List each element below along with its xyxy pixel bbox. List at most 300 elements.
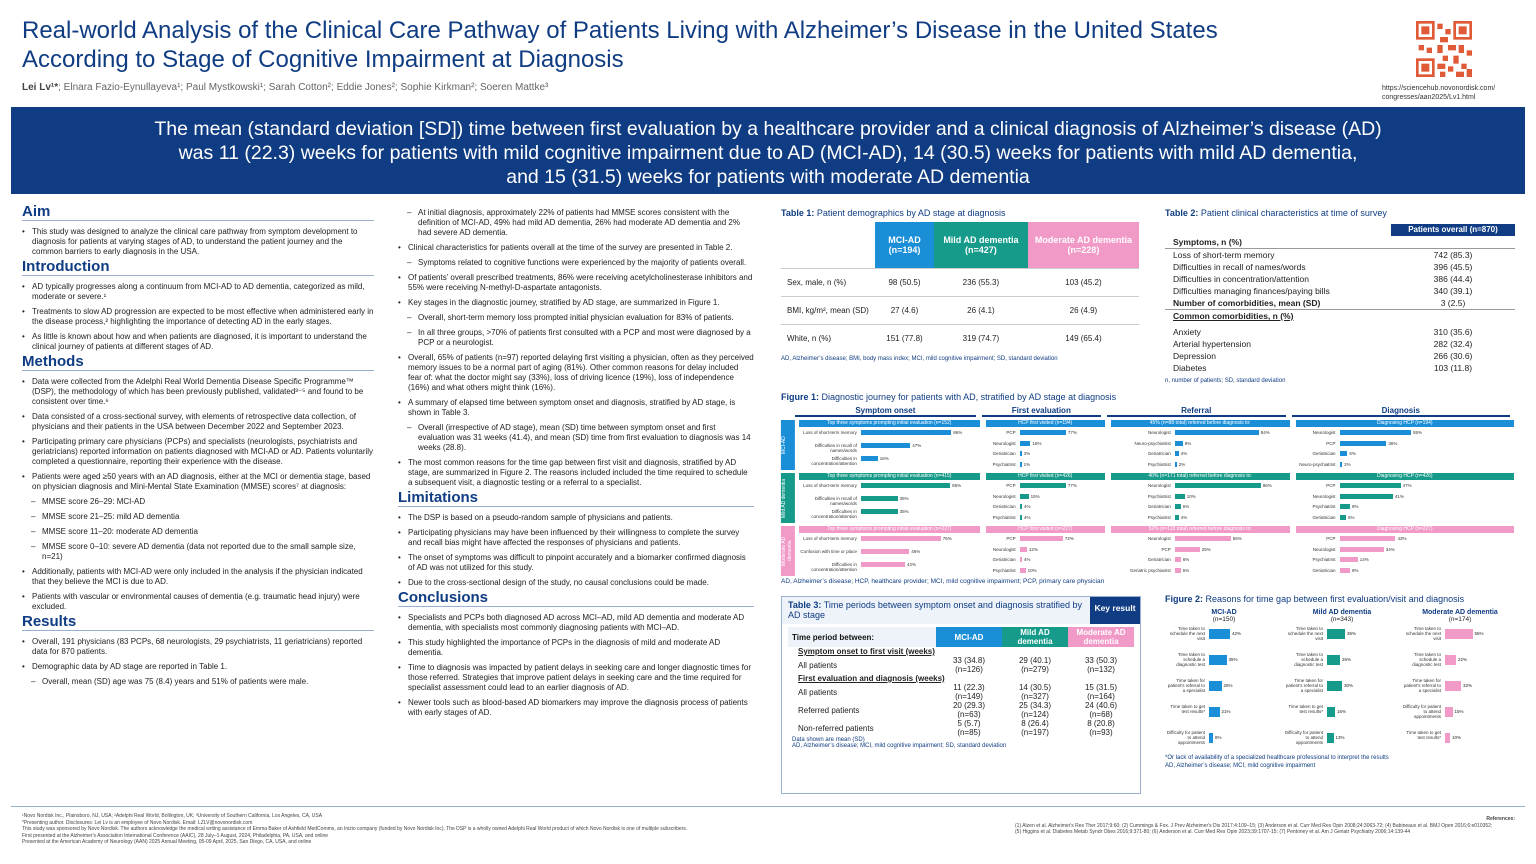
table-1-col-moderate: Moderate AD dementia (n=228)	[1028, 222, 1139, 268]
bar-label: Time taken to get test results*	[1170, 704, 1205, 714]
bar	[1327, 629, 1345, 639]
table-2-label: Table 2:	[1165, 208, 1199, 218]
bar-row	[1111, 544, 1290, 555]
bar-value: 35%	[899, 509, 909, 514]
bar-row	[1111, 533, 1290, 544]
bar-label: Neurologist	[1148, 536, 1171, 541]
aim-item: • This study was designed to analyze the clinical care pathway from symptom development to diagnosis for patients at varying stages of AD, to understand the patient journey and the common barriers to early diagnosis in the USA.	[22, 227, 374, 257]
table-row	[788, 719, 1134, 737]
bar	[861, 562, 905, 567]
table-row	[781, 268, 1139, 296]
bar	[861, 443, 910, 448]
table-2-col-overall: Patients overall (n=870)	[1391, 224, 1515, 236]
conclusions-item: • Newer tools such as blood-based AD biomarkers may improve the diagnosis process of patients with early stages of AD.	[398, 698, 754, 718]
bar-value: 46%	[911, 549, 921, 554]
bar-value: 16%	[1337, 709, 1347, 714]
bar-value: 8%	[1215, 735, 1222, 740]
band-stage-label: Mild AD dementia	[781, 473, 795, 523]
bar-row	[1401, 701, 1519, 727]
figure-2-panel	[1283, 609, 1401, 753]
bar-value: 2%	[1178, 461, 1186, 467]
bar-value: 86%	[1262, 483, 1272, 488]
table-3-grid	[788, 627, 1134, 737]
methods-item: • Data were collected from the Adelphi Real World Dementia Disease Specific Programme™ (DSP), the methodology of which has been previously published, validated³⁻⁵ and found to be consistent over time.⁶	[22, 377, 374, 407]
bar-row	[1283, 727, 1401, 753]
bar-label: Psychiatrist	[992, 461, 1016, 467]
bar-value: 72%	[1064, 536, 1074, 541]
limitations-heading: Limitations	[398, 493, 754, 507]
bar-row	[1296, 448, 1514, 459]
bar-row	[1283, 675, 1401, 701]
table-3-caption	[782, 597, 1090, 624]
bar-row	[1111, 480, 1290, 491]
cell: 340 (39.1)	[1433, 286, 1473, 296]
methods-item: • Additionally, patients with MCI-AD were only included in the analysis if the physician indicated that they believe the MCI is due to AD.	[22, 567, 374, 587]
figure-1-panel-referral	[1111, 473, 1290, 523]
bar-value: 35%	[899, 496, 909, 501]
bar-label: Difficulty for patient to attend appointments	[1402, 704, 1441, 719]
bar-label: Neurologist	[992, 493, 1016, 499]
figure-1-panel-onset	[799, 420, 980, 470]
figure-1-column-heads	[795, 406, 1516, 417]
results-item: • The most common reasons for the time gap between first visit and diagnosis, stratified by AD stage, are summarized in Figure 2. The reasons included included the time required to schedule a subsequent visit, a diagnostic testing or a referral to a specialist.	[398, 458, 754, 488]
bar-label: Psychiatrist	[1147, 493, 1171, 499]
bar-row	[1165, 675, 1283, 701]
bar	[1340, 483, 1401, 488]
banner-line-2: was 11 (22.3) weeks for patients with mild cognitive impairment due to AD (MCI-AD), 14 (30.5) weeks for patients with mild AD dementia,	[178, 142, 1358, 164]
bar	[861, 536, 941, 541]
bar-value: 2%	[1344, 461, 1351, 467]
methods-sub-item: – MMSE score 11–20: moderate AD dementia	[22, 527, 374, 537]
bar-label: Geriatrician	[1147, 557, 1171, 562]
bar-value: 6%	[1182, 557, 1190, 562]
results-item: • Clinical characteristics for patients overall at the time of the survey are presented in Table 2.	[398, 243, 754, 253]
table-row	[788, 683, 1134, 701]
limitations-item: • The onset of symptoms was difficult to pinpoint accurately and a biomarker confirmed diagnosis of AD was not utilized for this study.	[398, 553, 754, 573]
cell: 11 (22.3) (n=149)	[953, 683, 985, 701]
cell: 282 (32.4)	[1433, 339, 1473, 349]
bar-label: Difficulties in concentration/attention	[811, 509, 857, 519]
table-3-col-moderate: Moderate AD dementia	[1068, 627, 1134, 647]
methods-item: • Participating primary care physicians (PCPs) and specialists (neurologists, psychiatrists and geriatricians) reported information on patients diagnosed with MCI-AD or AD. Patients voluntarily completed a questionnaire, reporting their experience with the disease.	[22, 437, 374, 467]
bar	[1175, 504, 1181, 509]
bar-value: 13%	[1335, 735, 1345, 740]
band-stage-label: MCI-AD	[781, 420, 795, 470]
bar-value: 76%	[942, 536, 952, 541]
bar-row	[1111, 427, 1290, 438]
bar-row	[799, 546, 980, 559]
bar-value: 25%	[1223, 683, 1233, 688]
bar-row	[1283, 649, 1401, 675]
table-row	[781, 324, 1139, 352]
title-line-1: Real-world Analysis of the Clinical Care Pathway of Patients Living with Alzheimer’s Disease in the United States	[22, 17, 1218, 44]
bar-row	[986, 459, 1105, 470]
introduction-heading: Introduction	[22, 262, 374, 276]
table-row	[1165, 236, 1515, 249]
bar-value: 77%	[1067, 483, 1077, 488]
bar-row	[1111, 438, 1290, 449]
cell: 24 (40.6) (n=68)	[1084, 701, 1118, 719]
figure-1-title: Diagnostic journey for patients with AD, stratified by AD stage at diagnosis	[821, 392, 1117, 402]
panel-title: 52% (n=118 total) referred before diagnosis to:	[1111, 526, 1290, 533]
footer-divider	[11, 806, 1525, 807]
introduction-list	[22, 282, 374, 352]
references	[1015, 816, 1515, 836]
bar-row	[799, 533, 980, 546]
row-label: Depression	[1173, 351, 1216, 361]
methods-sub-item: – MMSE score 21–25: mild AD dementia	[22, 512, 374, 522]
qr-url[interactable]	[1382, 84, 1502, 102]
table-row	[1165, 310, 1515, 322]
bar	[1327, 733, 1334, 743]
bar	[1175, 568, 1181, 573]
bar	[1020, 430, 1066, 435]
band-stage-label: Moderate AD dementia	[781, 526, 795, 576]
table-row	[1165, 285, 1515, 297]
table-row	[788, 701, 1134, 719]
row-label: Diabetes	[1173, 363, 1207, 373]
table-1-caption	[781, 208, 1139, 218]
figure-2-footnote-1: *Or lack of availability of a specialized healthcare professional to interpret the results	[1165, 755, 1389, 761]
bar-value: 47%	[1402, 483, 1412, 488]
cell: 20 (29.3) (n=63)	[952, 701, 986, 719]
row-label: All patients	[798, 687, 838, 697]
column-1	[22, 205, 374, 692]
figure-1-band	[781, 526, 1516, 576]
table-row	[1165, 273, 1515, 285]
figure-1-panel-diagnosis	[1296, 473, 1514, 523]
bar-label: Psychiatrist	[1312, 557, 1336, 562]
row-label: Non-referred patients	[798, 723, 874, 733]
table-1-footnote: AD, Alzheimer’s disease; BMI, body mass index; MCI, mild cognitive impairment; SD, standard deviation	[781, 356, 1058, 362]
bar	[1340, 568, 1350, 573]
figure-1-label: Figure 1:	[781, 392, 820, 402]
panel-title: Diagnosing HCP (n=426)	[1296, 473, 1514, 480]
bar-label: PCP	[1161, 546, 1171, 552]
bar	[1020, 515, 1022, 520]
bar-row	[986, 438, 1105, 449]
cell: 103 (11.8)	[1433, 363, 1473, 373]
title-line-2: According to Stage of Cognitive Impairment at Diagnosis	[22, 46, 624, 73]
table-1-title: Patient demographics by AD stage at diagnosis	[816, 208, 1006, 218]
bar	[1175, 515, 1179, 520]
methods-item: • Patients were aged ≥50 years with an AD diagnosis, either at the MCI or dementia stage, based on physician diagnosis and Mini-Mental State Examination (MMSE) scores⁷ at diagnosis:	[22, 472, 374, 492]
panel-title: 45% (n=88 total) referred before diagnosis to:	[1111, 420, 1290, 427]
cell: 310 (35.6)	[1433, 327, 1473, 337]
bar	[1020, 547, 1027, 552]
bar-label: Psychiatrist	[992, 514, 1016, 520]
methods-heading: Methods	[22, 357, 374, 371]
bar	[1327, 655, 1340, 665]
panel-title: HCP first visited (n=227)	[986, 526, 1105, 533]
bar-row	[1165, 649, 1283, 675]
key-result-badge: Key result	[1090, 597, 1140, 624]
section-label: First evaluation and diagnosis (weeks)	[798, 674, 945, 683]
bar-value: 12%	[1028, 546, 1038, 552]
limitations-item: • Due to the cross-sectional design of the study, no causal conclusions could be made.	[398, 578, 754, 588]
bar-value: 8%	[1351, 567, 1359, 573]
bar-value: 5%	[1348, 514, 1355, 520]
figure-1-panel-onset	[799, 526, 980, 576]
section-label: Common comorbidities, n (%)	[1173, 311, 1294, 321]
banner-line-3: and 15 (31.5) weeks for patients with moderate AD dementia	[506, 166, 1030, 188]
row-label: Sex, male, n (%)	[781, 268, 875, 296]
bar-label: Difficulty for patient to attend appointments	[1166, 730, 1205, 745]
bar-label: Time taken for patient's referral to a specialist	[1403, 678, 1441, 693]
row-label: Referred patients	[798, 705, 860, 715]
bar-value: 86%	[953, 430, 963, 435]
table-2-footnote: n, number of patients; SD, standard deviation	[1165, 378, 1286, 384]
cell: 33 (34.8) (n=126)	[952, 656, 986, 674]
bar-label: Neurologist	[1148, 483, 1171, 488]
results-item: • Demographic data by AD stage are reported in Table 1.	[22, 662, 374, 672]
bar-label: PCP	[1006, 483, 1016, 488]
bar-label: Neurologist	[1312, 546, 1336, 552]
bar-row	[799, 427, 980, 440]
bar-row	[799, 559, 980, 572]
affiliations: ¹Novo Nordisk Inc., Plainsboro, NJ, USA; ²Adelphi Real World, Bollington, UK; ³University of Southern California, Los Angeles, CA, USA	[22, 813, 323, 819]
bar-value: 3%	[1023, 451, 1031, 456]
row-label: Loss of short-term memory	[1173, 250, 1275, 260]
bar	[1020, 536, 1063, 541]
table-3-col-mci: MCI-AD	[936, 627, 1002, 647]
bar-row	[1111, 565, 1290, 576]
bar-value: 21%	[1221, 709, 1231, 714]
bar-row	[1111, 554, 1290, 565]
panel-title: Top three symptoms prompting initial evaluation (n=415)	[799, 473, 980, 480]
table-3-footnote-1: Data shown are mean (SD)	[792, 737, 865, 743]
row-label: Difficulties in concentration/attention	[1173, 274, 1309, 284]
row-label: Arterial hypertension	[1173, 339, 1251, 349]
bar-label: Geriatric psychiatrist	[1130, 567, 1171, 573]
bar-label: PCP	[1006, 536, 1016, 541]
results-heading: Results	[22, 617, 374, 631]
table-row	[1165, 261, 1515, 273]
col-head-first-eval: First evaluation	[982, 406, 1101, 417]
conclusions-item: • Time to diagnosis was impacted by patient delays in seeking care and longer diagnostic times for those referred. Strategies that improve patient delays in seeking care and the time required for specialist assessment could lead to an earlier diagnosis of AD.	[398, 663, 754, 693]
bar	[861, 509, 898, 514]
bar-value: 26%	[1342, 657, 1352, 662]
results-sub-item: – Overall, mean (SD) age was 75 (8.4) years and 51% of patients were male.	[22, 677, 374, 687]
section-label: Symptoms, n (%)	[1173, 237, 1242, 247]
figure-1-panel-first	[986, 473, 1105, 523]
footer-notes	[22, 813, 782, 846]
bar	[1020, 557, 1022, 562]
col-head-diagnosis: Diagnosis	[1292, 406, 1510, 417]
panel-title: HCP first visited (n=426)	[986, 473, 1105, 480]
results-sub-item: – Overall, short-term memory loss prompted initial physician evaluation for 83% of patients.	[398, 313, 754, 323]
bar	[1340, 462, 1343, 467]
table-2-caption	[1165, 208, 1515, 218]
poster-title	[22, 16, 1322, 74]
bar	[1327, 681, 1342, 691]
bar-row	[1165, 727, 1283, 753]
bar-row	[1296, 512, 1514, 523]
limitations-item: • The DSP is based on a pseudo-random sample of physicians and patients.	[398, 513, 754, 523]
bar-row	[986, 544, 1105, 555]
bar-row	[1401, 649, 1519, 675]
bar	[1020, 451, 1022, 456]
row-label: Number of comorbidities, mean (SD)	[1173, 298, 1321, 308]
row-label: Difficulties managing finances/paying bills	[1173, 286, 1330, 296]
cell: 29 (40.1) (n=279)	[1018, 656, 1052, 674]
intro-item: • As little is known about how and when patients are diagnosed, it is important to understand the clinical journey of patients at different stages of AD.	[22, 332, 374, 352]
bar-label: Time taken for patient's referral to a specialist	[1285, 678, 1323, 693]
bar-value: 42%	[907, 562, 917, 567]
figure-2	[1165, 594, 1520, 769]
bar-label: Geriatrician	[1312, 567, 1336, 573]
bar-label: Difficulties in recall of names/words	[814, 496, 857, 506]
results-sub-item: – In all three groups, >70% of patients first consulted with a PCP and most were diagnosed by a PCP or a neurologist.	[398, 328, 754, 348]
cell: 386 (44.4)	[1433, 274, 1473, 284]
bar-label: Time taken to get test results*	[1406, 730, 1441, 740]
cell: 103 (45.2)	[1028, 268, 1139, 296]
bar-value: 22%	[1458, 657, 1468, 662]
bar-label: Loss of short-term memory	[803, 483, 857, 488]
bar-label: Neurologist	[992, 440, 1016, 446]
intro-item: • AD typically progresses along a continuum from MCI-AD to AD dementia, categorized as mild, moderate or severe.¹	[22, 282, 374, 302]
figure-1-panel-onset	[799, 473, 980, 523]
bar-label: Psychiatrist	[992, 567, 1016, 573]
bar-label: Time taken to schedule the next visit	[1169, 626, 1205, 641]
results-continued-list	[398, 208, 754, 488]
bar-label: Difficulties in recall of names/words	[814, 443, 857, 453]
panel-n: (n=343)	[1330, 616, 1354, 623]
qr-code-icon[interactable]	[1416, 18, 1472, 80]
bar	[1020, 568, 1026, 573]
bar-row	[986, 480, 1105, 491]
bar	[1445, 655, 1456, 665]
bar-value: 41%	[1394, 493, 1404, 499]
bar	[861, 496, 898, 501]
sponsor-note: This study was sponsored by Novo Nordisk. The authors acknowledge the medical writing assistance of Emma Baker of Ashfield MedComms, an Inizio company (funded by Novo Nordisk Inc). The DSP is a wholly owned Adelphi Real World product of which Novo Nordisk is one of multiple subscribers.	[22, 826, 688, 832]
bar-label: Geriatrician	[992, 451, 1016, 456]
figure-2-label: Figure 2:	[1165, 594, 1204, 604]
cell: 149 (65.4)	[1028, 324, 1139, 352]
cell: 319 (74.7)	[934, 324, 1028, 352]
table-row	[1165, 338, 1515, 350]
table-row	[788, 656, 1134, 674]
banner-line-1: The mean (standard deviation [SD]) time between first evaluation by a healthcare provider and a clinical diagnosis of Alzheimer’s disease (AD)	[154, 118, 1382, 140]
encore-note: Presented at the American Academy of Neurology (AAN) 2025 Annual Meeting, 05-09 April, 2025, San Diego, CA, USA, and online	[22, 839, 312, 845]
conclusions-item: • Specialists and PCPs both diagnosed AD across MCI–AD, mild AD dementia and moderate AD dementia, with specialists most commonly diagnosing patients with MCI–AD.	[398, 613, 754, 633]
bar	[861, 430, 951, 435]
bar-label: Time taken to schedule the next visit	[1287, 626, 1323, 641]
methods-sub-item: – MMSE score 0–10: severe AD dementia (data not reported due to the small sample size, n=21)	[22, 542, 374, 562]
bar	[1020, 504, 1022, 509]
figure-1-band	[781, 420, 1516, 470]
bar	[1340, 441, 1387, 446]
bar	[1209, 707, 1220, 717]
table-3-label: Table 3:	[788, 600, 822, 610]
cell: 236 (55.3)	[934, 268, 1028, 296]
bar-value: 35%	[1228, 657, 1238, 662]
bar	[1340, 494, 1393, 499]
row-label: Difficulties in recall of names/words	[1173, 262, 1306, 272]
row-label: Anxiety	[1173, 327, 1201, 337]
bar-value: 77%	[1067, 430, 1077, 435]
bar-value: 34%	[1385, 546, 1395, 552]
co-authors: ; Elnara Fazio-Eynullayeva¹; Paul Mystkowski¹; Sarah Cotton²; Eddie Jones²; Sophie Kirkman²; Soeren Mattke³	[58, 82, 549, 93]
bar-row	[986, 491, 1105, 502]
bar-label: Time taken for patient's referral to a specialist	[1167, 678, 1205, 693]
bar	[1175, 483, 1261, 488]
figure-1-panel-diagnosis	[1296, 420, 1514, 470]
bar-row	[986, 554, 1105, 565]
bar-label: Neurologist	[992, 546, 1016, 552]
bar	[1020, 462, 1022, 467]
figure-2-panel	[1401, 609, 1519, 753]
cell: 33 (50.3) (n=132)	[1084, 656, 1118, 674]
bar-value: 85%	[952, 483, 962, 488]
figure-1-band	[781, 473, 1516, 523]
row-label: White, n (%)	[781, 324, 875, 352]
table-row	[1165, 362, 1515, 374]
bar-row	[1296, 438, 1514, 449]
cell: 5 (5.7) (n=85)	[957, 719, 981, 737]
cell: 8 (26.4) (n=197)	[1021, 719, 1049, 737]
bar-value: 56%	[1232, 536, 1242, 541]
bar-label: Time taken to schedule a diagnostic test	[1294, 652, 1323, 667]
corresponding-author: *Presenting author. Disclosures: Lei Lv is an employee of Novo Nordisk. Email: LZLV@novonordisk.com	[22, 819, 253, 826]
bar-row	[1111, 501, 1290, 512]
bar-label: Time taken to schedule the next visit	[1405, 626, 1441, 641]
bar-row	[1401, 623, 1519, 649]
bar-value: 18%	[1032, 440, 1042, 446]
bar-row	[1165, 623, 1283, 649]
cell: 151 (77.8)	[875, 324, 934, 352]
bar-row	[1401, 727, 1519, 753]
results-item: • Overall, 191 physicians (83 PCPs, 68 neurologists, 29 psychiatrists, 11 geriatricians) reported data for 870 patients.	[22, 637, 374, 657]
bar-row	[799, 506, 980, 519]
conclusions-heading: Conclusions	[398, 593, 754, 607]
bar-value: 10%	[1186, 493, 1196, 499]
bar-value: 6%	[1182, 567, 1190, 573]
bar-row	[1296, 533, 1514, 544]
bar	[1175, 441, 1183, 446]
bar-label: Difficulty for patient to attend appointments	[1284, 730, 1323, 745]
figure-1-panel-referral	[1111, 526, 1290, 576]
table-3	[781, 596, 1141, 794]
table-3-footnote-2: AD, Alzheimer’s disease; MCI, mild cognitive impairment; SD, standard deviation	[792, 743, 1007, 749]
table-1-grid	[781, 222, 1139, 352]
bar-value: 6%	[1182, 504, 1190, 509]
conclusions-item: • This study highlighted the importance of PCPs in the diagnosis of mild and moderate AD dementia.	[398, 638, 754, 658]
bar-row	[1111, 512, 1290, 523]
table-1-corner	[781, 222, 875, 268]
bar-label: PCP	[1326, 483, 1336, 488]
figure-1-panel-first	[986, 420, 1105, 470]
bar-row	[1283, 701, 1401, 727]
bar-label: Loss of short-term memory	[803, 430, 857, 435]
bar-label: Psychiatrist	[1312, 504, 1336, 509]
bar-value: 14%	[1359, 557, 1369, 562]
bar	[1209, 733, 1213, 743]
bar-value: 84%	[1260, 430, 1270, 435]
bar-value: 30%	[1344, 683, 1354, 688]
bar	[1175, 547, 1200, 552]
author-list	[22, 82, 548, 93]
bar-label: Geriatrician	[992, 557, 1016, 562]
bar-row	[1296, 459, 1514, 470]
bar-label: Time taken to get test results*	[1288, 704, 1323, 714]
bar	[861, 483, 950, 488]
figure-1-panel-referral	[1111, 420, 1290, 470]
bar	[1445, 681, 1461, 691]
bar-row	[799, 453, 980, 466]
bar-value: 16%	[879, 456, 889, 461]
bar-row	[1296, 565, 1514, 576]
